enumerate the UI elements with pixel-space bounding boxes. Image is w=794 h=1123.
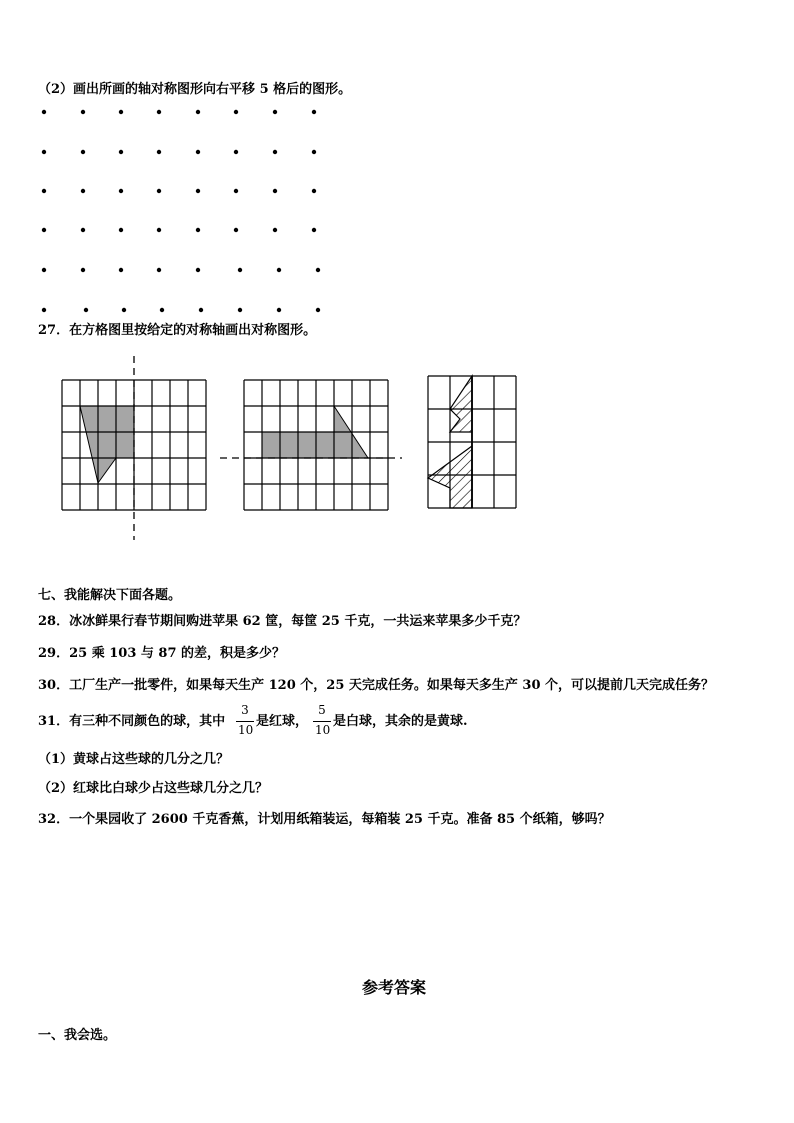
hatched-shape-upper (450, 376, 472, 432)
shaded-shape-1 (80, 406, 134, 483)
grid-figure-3 (428, 376, 516, 508)
q29-text: 29．25 乘 103 与 87 的差，积是多少？ (38, 646, 286, 661)
section7-heading: 七、我能解决下面各题。 (38, 588, 182, 603)
grid-figure-2 (220, 380, 402, 510)
fraction-1-bar (236, 721, 254, 722)
q31-part1-text: （1）黄球占这些球的几分之几？ (38, 752, 230, 767)
grid-figure-1 (62, 356, 206, 540)
q28-text: 28．冰冰鲜果行春节期间购进苹果 62 筐，每筐 25 千克，一共运来苹果多少千克？ (38, 614, 527, 629)
answer-title: 参考答案 (362, 978, 427, 997)
fraction-1-denominator: 10 (238, 723, 254, 737)
section1-heading: 一、我会选。 (38, 1028, 117, 1043)
q30-text: 30．工厂生产一批零件，如果每天生产 120 个，25 天完成任务。如果每天多生产 30 个，可以提前几天完成任务？ (38, 678, 715, 693)
q31-mid: 是红球， (256, 714, 309, 729)
q31-suffix: 是白球，其余的是黄球. (333, 714, 468, 729)
q31-part2-text: （2）红球比白球少占这些球几分之几？ (38, 781, 269, 796)
fraction-2-denominator: 10 (315, 723, 331, 737)
q27-text: 27．在方格图里按给定的对称轴画出对称图形。 (38, 323, 317, 338)
q31-prefix: 31．有三种不同颜色的球，其中 (38, 714, 226, 729)
fraction-1-numerator: 3 (241, 703, 249, 717)
fraction-2-bar (313, 721, 331, 722)
q32-text: 32．一个果园收了 2600 千克香蕉，计划用纸箱装运，每箱装 25 千克。准备 85 个纸箱，够吗？ (38, 812, 611, 827)
fraction-2-numerator: 5 (318, 703, 326, 717)
q26-part2-text: （2）画出所画的轴对称图形向右平移 5 格后的图形。 (38, 82, 352, 97)
